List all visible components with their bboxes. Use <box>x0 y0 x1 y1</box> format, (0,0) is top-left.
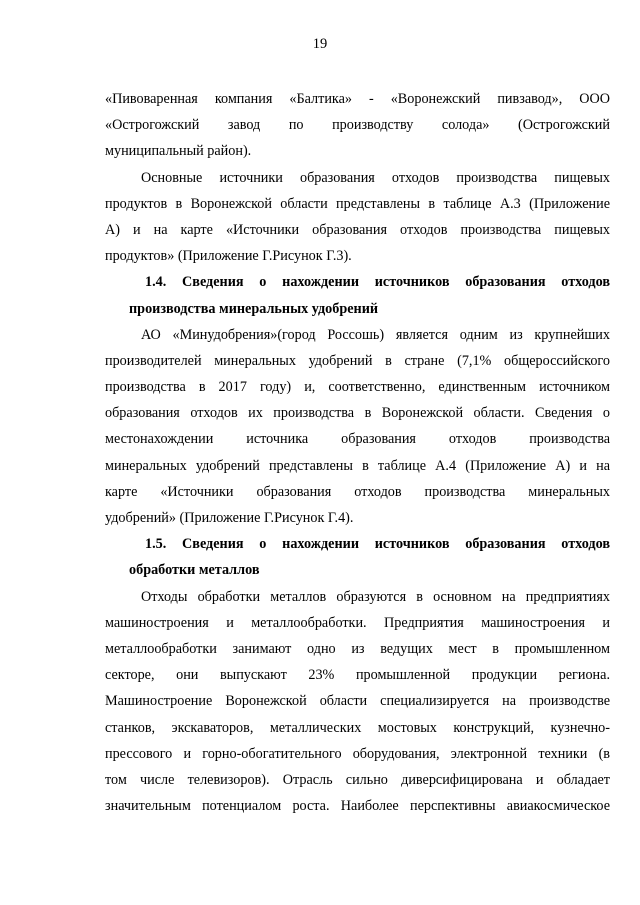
heading-line: производства минеральных удобрений <box>129 300 379 317</box>
text-line: машиностроения и металлообработки. Предприятия машиностроения и <box>105 614 610 631</box>
text-line: удобрений» (Приложение Г.Рисунок Г.4). <box>105 510 354 526</box>
text-line: АО «Минудобрения»(город Россошь) является одним из крупнейших <box>141 326 610 343</box>
text-line: «Острогожский завод по производству солода» (Острогожский <box>105 117 610 134</box>
heading-line: обработки металлов <box>129 562 260 579</box>
text-line: Машиностроение Воронежской области специализируется на производстве <box>105 693 610 710</box>
section-heading <box>105 531 610 583</box>
heading-line: 1.5. Сведения о нахождении источников образования отходов <box>145 536 610 553</box>
page-number: 19 <box>312 36 328 52</box>
text-line: продуктов» (Приложение Г.Рисунок Г.3). <box>105 248 352 265</box>
paragraph <box>105 86 610 165</box>
text-line: производителей минеральных удобрений в стране (7,1% общероссийского <box>105 352 610 369</box>
heading-line: 1.4. Сведения о нахождении источников образования отходов <box>145 274 610 291</box>
paragraph <box>105 584 610 820</box>
page-body <box>105 86 610 819</box>
text-line: продуктов в Воронежской области представлены в таблице А.3 (Приложение <box>105 195 610 212</box>
text-line: «Пивоваренная компания «Балтика» - «Воронежский пивзавод», ООО <box>105 91 610 107</box>
text-line: минеральных удобрений представлены в таблице А.4 (Приложение А) и на <box>105 457 610 474</box>
text-line: Отходы обработки металлов образуются в основном на предприятиях <box>141 588 610 605</box>
text-line: значительным потенциалом роста. Наиболее перспективны авиакосмическое <box>105 798 610 815</box>
text-line: металлообработки занимают одно из ведущих мест в промышленном <box>105 640 610 657</box>
text-line: образования отходов их производства в Воронежской области. Сведения о <box>105 405 610 422</box>
text-line: станков, экскаваторов, металлических мостовых конструкций, кузнечно- <box>105 719 610 736</box>
text-line: А) и на карте «Источники образования отходов производства пищевых <box>105 221 610 238</box>
text-line: секторе, они выпускают 23% промышленной продукции региона. <box>105 667 610 684</box>
text-line: том числе телевизоров). Отрасль сильно диверсифицирована и обладает <box>105 771 610 788</box>
text-line: карте «Источники образования отходов производства минеральных <box>105 483 610 500</box>
section-heading <box>105 269 610 321</box>
text-line: муниципальный район). <box>105 143 252 160</box>
paragraph <box>105 322 610 532</box>
paragraph <box>105 165 610 270</box>
text-line: местонахождении источника образования отходов производства <box>105 431 610 448</box>
text-line: производства в 2017 году) и, соответственно, единственным источником <box>105 379 610 396</box>
text-line: прессового и горно-обогатительного оборудования, электронной техники (в <box>105 745 610 762</box>
text-line: Основные источники образования отходов производства пищевых <box>141 169 610 186</box>
